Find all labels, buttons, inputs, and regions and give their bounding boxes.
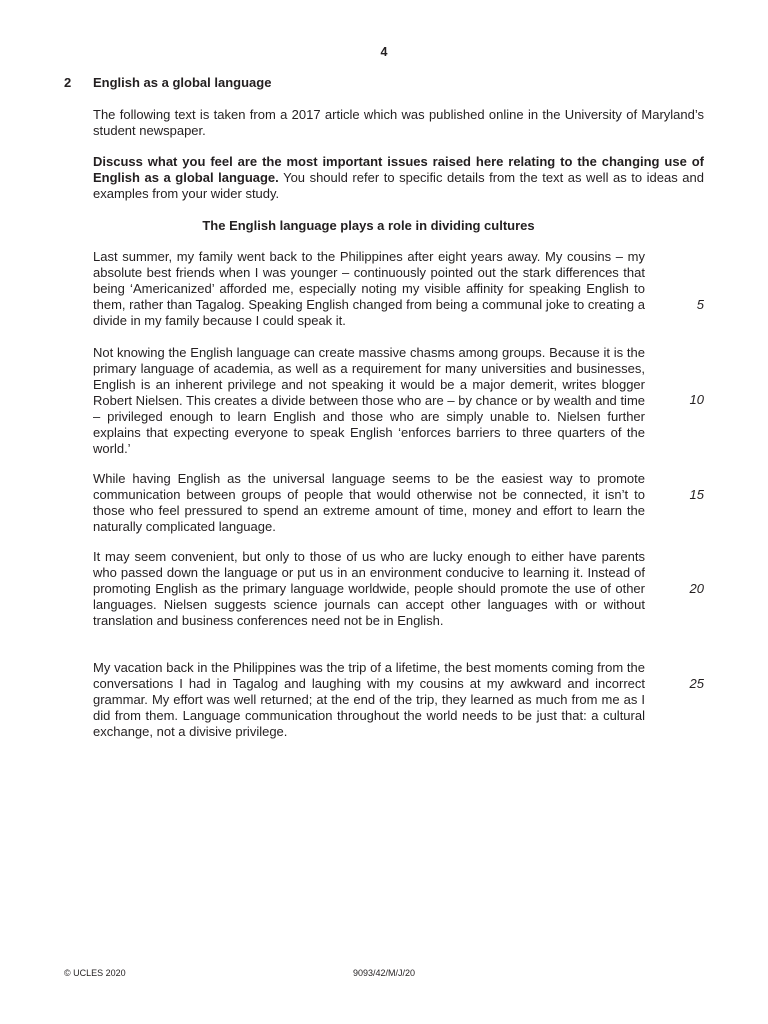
line-number: 15 xyxy=(689,487,704,502)
article-paragraph: My vacation back in the Philippines was the trip of a lifetime, the best moments coming from the conversations I had in Tagalog and laughing with my cousins at my awkward and incorrect grammar. My effort was well returned; at the end of the trip, they learned as much from me as I did from them. Language communication throughout the world needs to be just that: a cultural exchange, not a divisive privilege. xyxy=(93,660,645,739)
line-number: 25 xyxy=(689,676,704,691)
line-number: 10 xyxy=(689,392,704,407)
page-number: 4 xyxy=(380,45,388,59)
task-instruction-bold: Discuss what you feel are the most important issues raised here relating to the changing use of English as a global language. xyxy=(93,154,704,185)
article-title: The English language plays a role in dividing cultures xyxy=(202,218,535,233)
task-instruction-plain: You should refer to specific details from the text as well as to ideas and examples from your wider study. xyxy=(93,170,704,201)
article-paragraph: Last summer, my family went back to the Philippines after eight years away. My cousins – my absolute best friends when I was younger – continuously pointed out the stark differences that being ‘Americanized’ afforded me, especially noting my visible affinity for speaking English to them, rather than Tagalog. Speaking English changed from being a communal joke to creating a divide in my family because I could speak it. xyxy=(93,249,645,328)
article-paragraph: While having English as the universal language seems to be the easiest way to promote communication between groups of people that would otherwise not be connected, it isn’t to those who feel pressured to spend an extreme amount of time, money and effort to learn the naturally complicated language. xyxy=(93,471,645,534)
article-paragraph: Not knowing the English language can create massive chasms among groups. Because it is the primary language of academia, as well as a requirement for many universities and businesses, English is an inherent privilege and not speaking it would be a major demerit, writes blogger Robert Nielsen. This creates a divide between those who are – by chance or by wealth and time – privileged enough to learn English and those who are simply unable to. Nielsen further explains that expecting everyone to speak English ‘enforces barriers to three quarters of the world.’ xyxy=(93,345,645,456)
question-number: 2 xyxy=(64,75,72,90)
question-task xyxy=(93,154,704,202)
question-title: English as a global language xyxy=(93,75,272,90)
footer-paper-code: 9093/42/M/J/20 xyxy=(352,968,416,978)
line-number: 20 xyxy=(689,581,704,596)
footer-copyright: © UCLES 2020 xyxy=(64,968,126,978)
article-paragraph: It may seem convenient, but only to those of us who are lucky enough to either have parents who passed down the language or put us in an environment conducive to learning it. Instead of promoting English as the primary language worldwide, people should promote the use of other languages. Nielsen suggests science journals can accept other languages with or without translation and business conferences need not be in English. xyxy=(93,549,645,628)
question-intro: The following text is taken from a 2017 article which was published online in the University of Maryland’s student newspaper. xyxy=(93,107,704,138)
line-number: 5 xyxy=(696,297,704,312)
